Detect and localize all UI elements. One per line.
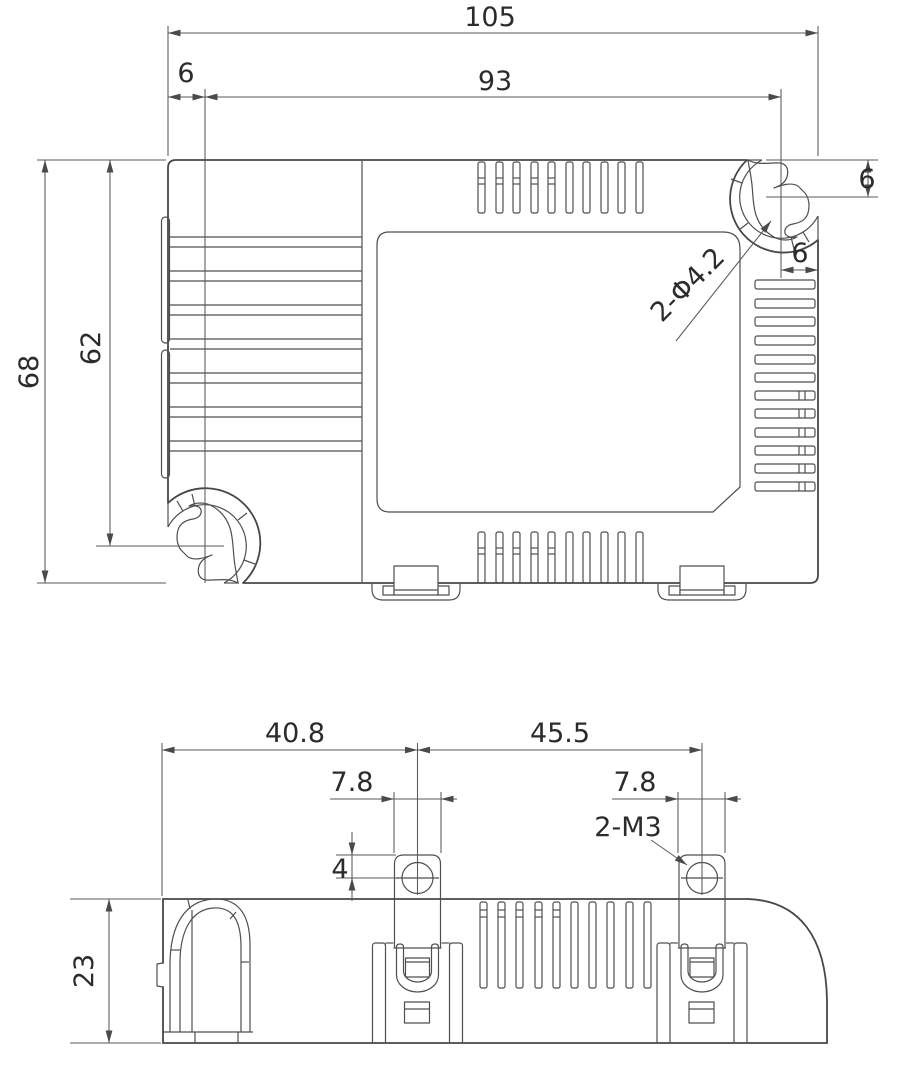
rib-lines (170, 237, 362, 451)
side-view-vent-slots (480, 902, 651, 988)
mount-corner-bottom-left (168, 494, 255, 583)
vent-slots-right-column (755, 280, 815, 491)
label-mount-hole-spec: 2-Φ4.2 (644, 241, 732, 329)
vent-slots-bottom-row (478, 532, 643, 583)
corner-hook-profile (163, 899, 253, 1043)
dim-hole-offset-right: 6 (791, 238, 809, 269)
top-view-extension-lines (37, 26, 878, 583)
side-view-body-outline (157, 899, 827, 1043)
side-view (69, 718, 827, 1043)
top-view (14, 2, 878, 600)
din-clip-right (657, 943, 747, 1043)
top-view-body-outline (168, 160, 818, 583)
dim-end-to-bracket1: 40.8 (264, 718, 326, 749)
dim-overall-width: 105 (464, 2, 516, 33)
dim-hole-offset-top: 6 (858, 164, 876, 195)
dim-bracket-pitch: 45.5 (529, 718, 591, 749)
dim-body-height: 23 (69, 953, 100, 989)
din-clip-left (373, 943, 463, 1043)
dim-hole-pitch-horizontal: 93 (477, 66, 513, 97)
dim-bracket2-width: 7.8 (613, 767, 657, 798)
dim-hole-offset-left: 6 (177, 58, 195, 89)
label-thread-spec: 2-M3 (594, 812, 662, 843)
dim-hole-pitch-vertical: 62 (76, 330, 107, 366)
vent-slots-top-row (478, 162, 643, 213)
dim-bracket-hole-offset: 4 (331, 854, 349, 885)
mount-ear-holes (396, 863, 723, 894)
dim-overall-depth: 68 (14, 354, 45, 390)
dim-bracket1-width: 7.8 (330, 767, 374, 798)
